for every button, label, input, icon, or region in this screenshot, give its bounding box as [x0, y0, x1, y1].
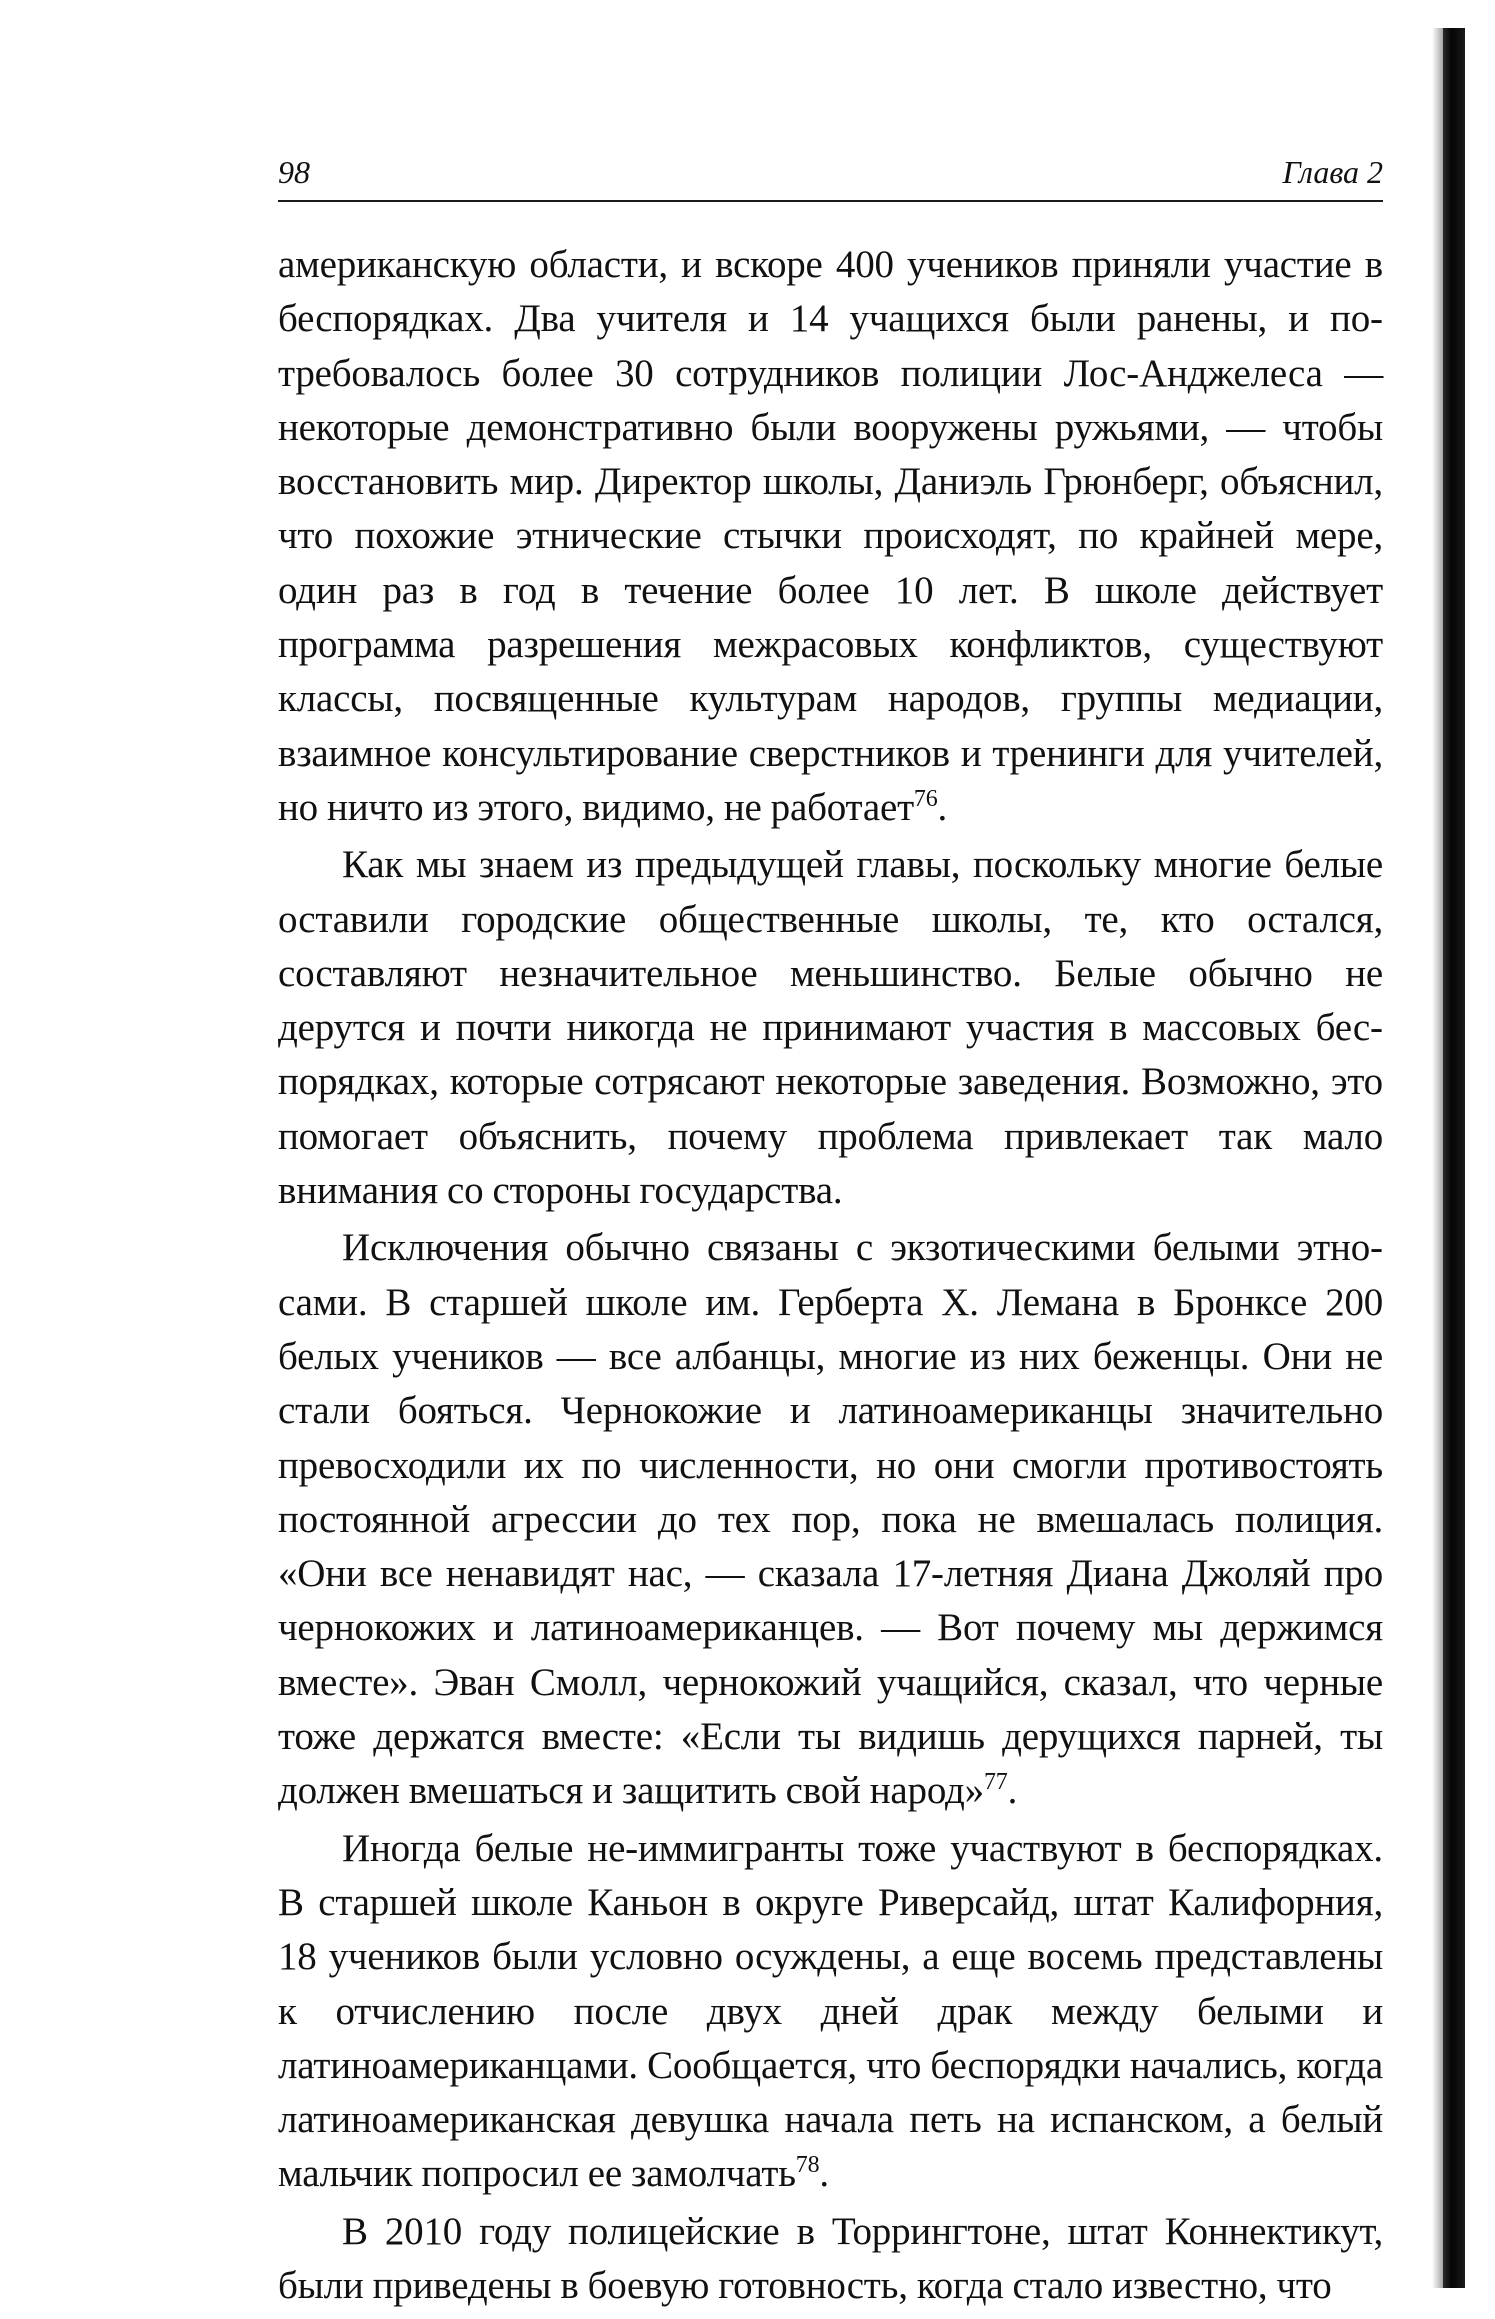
footnote-ref-77: 77	[983, 1769, 1008, 1796]
paragraph-1	[278, 238, 1383, 835]
paragraph-3-text: Исключения обычно связаны с экзотическими белыми этносами. В старшей школе им. Герберта Х. Лемана в Бронксе 200 белых учеников — все албанцы, многие из них беженцы. Они не стали бояться. Чернокожие и латиноамериканцы значительно превосходили их по численности, но они смогли противостоять постоянной агрессии до тех пор, пока не вмешалась полиция. «Они все ненавидят нас, — сказала 17-летняя Диана Джоляй про чернокожих и латиноамериканцев. — Вот почему мы держимся вместе». Эван Смолл, чернокожий учащийся, сказал, что черные тоже держатся вместе: «Если ты видишь дерущихся парней, ты должен вмешаться и защитить свой народ»	[278, 1226, 1383, 1813]
running-head: Глава 2	[1282, 154, 1383, 190]
paragraph-3	[278, 1221, 1383, 1818]
footnote-ref-78: 78	[795, 2152, 820, 2179]
binding-shadow	[1443, 28, 1465, 2288]
paragraph-4-tail: .	[819, 2152, 829, 2196]
paragraph-2	[278, 838, 1383, 1218]
binding-shadow-soft	[1432, 28, 1443, 2288]
footnote-ref-76: 76	[913, 785, 938, 812]
paragraph-5	[278, 2205, 1383, 2314]
paragraph-2-text: Как мы знаем из предыдущей главы, поскольку многие белые оставили городские общественные школы, те, кто остался, составляют незначительное меньшинство. Белые обычно не дерутся и почти никогда не принимают участия в массовых беспорядках, которые сотрясают некоторые заведения. Возможно, это помогает объяснить, почему проблема привлекает так мало внимания со стороны государства.	[278, 843, 1383, 1213]
page-header	[278, 150, 1383, 202]
paragraph-4	[278, 1822, 1383, 2202]
body-text	[278, 238, 1383, 2313]
paragraph-5-text: В 2010 году полицейские в Торрингтоне, штат Коннектикут, были приведены в боевую готовность, когда стало известно, что	[278, 2209, 1383, 2307]
paragraph-1-tail: .	[937, 785, 948, 829]
paragraph-1-text: американскую области, и вскоре 400 учеников приняли участие в беспорядках. Два учителя и 14 учащихся были ранены, и потребовалось более 30 сотрудников полиции Лос-Анджелеса — некоторые демонстративно были вооружены ружьями, — чтобы восстановить мир. Директор школы, Даниэль Грюнберг, объяснил, что похожие этнические стычки происходят, по крайней мере, один раз в год в течение более 10 лет. В школе действует программа разрешения межрасовых конфликтов, существуют классы, посвященные культурам народов, группы медиации, взаимное консультирование сверстников и тренинги для учителей, но ничто из этого, видимо, не работает	[278, 243, 1383, 829]
paragraph-4-text: Иногда белые не-иммигранты тоже участвуют в беспорядках. В старшей школе Каньон в округе Риверсайд, штат Калифорния, 18 учеников были условно осуждены, а еще восемь представлены к отчислению после двух дней драк между белыми и латиноамериканцами. Сообщается, что беспорядки начались, когда латиноамериканская девушка начала петь на испанском, а белый мальчик попросил ее замолчать	[278, 1826, 1383, 2196]
paragraph-3-tail: .	[1007, 1769, 1018, 1813]
page-number: 98	[278, 154, 310, 190]
